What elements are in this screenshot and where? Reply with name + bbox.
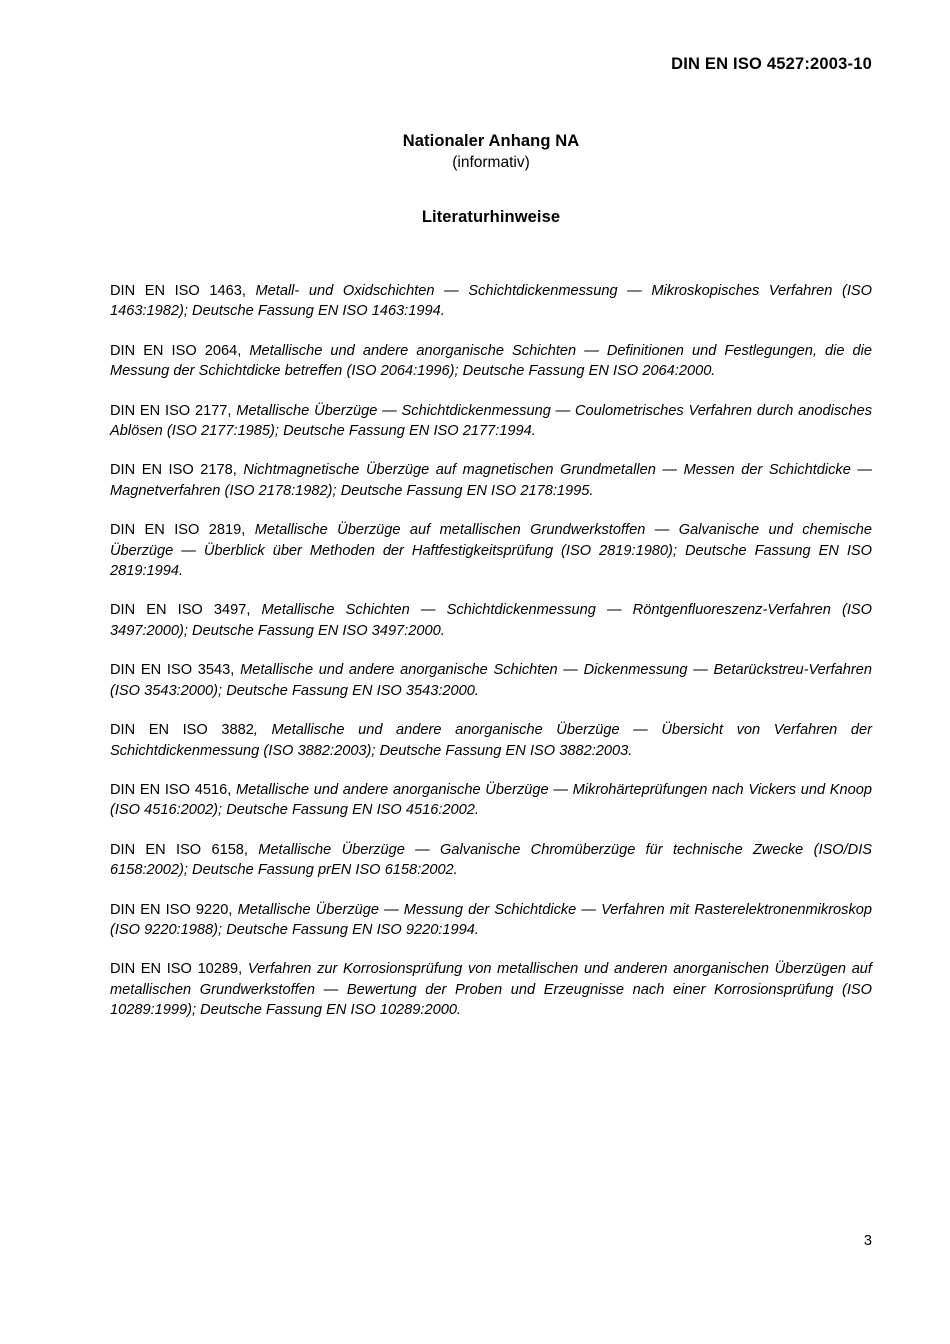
- reference-entry: [110, 720, 872, 761]
- reference-entry: [110, 600, 872, 641]
- reference-title: Metallische Überzüge — Schichtdickenmessung — Coulometrisches Verfahren durch anodisches Ablösen (ISO 2177:1985); Deutsche Fassung EN ISO 2177:1994.: [110, 402, 872, 440]
- reference-entry: [110, 520, 872, 581]
- reference-entry: [110, 780, 872, 821]
- reference-designation: DIN EN ISO 2177,: [110, 402, 237, 419]
- annex-title-block: [110, 131, 872, 228]
- running-header: DIN EN ISO 4527:2003-10: [671, 55, 872, 73]
- page-number: 3: [863, 1233, 872, 1249]
- reference-entry: [110, 660, 872, 701]
- reference-designation: DIN EN ISO 10289,: [110, 961, 248, 978]
- reference-designation: DIN EN ISO 3543,: [110, 662, 241, 679]
- annex-subtitle: (informativ): [452, 154, 530, 171]
- reference-title: Verfahren zur Korrosionsprüfung von metallischen und anderen anorganischen Überzügen auf metallischen Grundwerkstoffen — Bewertung der Proben und Erzeugnisse nach einer Korrosionsprüfung (ISO 10289:1999); Deutsche Fassung EN ISO 10289:2000.: [110, 961, 872, 1019]
- reference-entry: [110, 401, 872, 442]
- reference-designation: DIN EN ISO 4516,: [110, 781, 236, 798]
- reference-title: Metallische Überzüge — Galvanische Chromüberzüge für technische Zwecke (ISO/DIS 6158:2002); Deutsche Fassung prEN ISO 6158:2002.: [110, 841, 872, 879]
- reference-designation: DIN EN ISO 2819,: [110, 522, 255, 539]
- reference-entry: [110, 900, 872, 941]
- reference-entry: [110, 281, 872, 322]
- reference-designation: DIN EN ISO 1463,: [110, 283, 256, 299]
- section-title-literaturhinweise: Literaturhinweise: [421, 208, 561, 226]
- reference-entry: [110, 959, 872, 1020]
- reference-designation: DIN EN ISO 3497,: [110, 602, 262, 619]
- reference-title: Metallische und andere anorganische Schichten — Definitionen und Festlegungen, die die Messung der Schichtdicke betreffen (ISO 2064:1996); Deutsche Fassung EN ISO 2064:2000.: [110, 342, 872, 380]
- reference-title: Metallische und andere anorganische Überzüge — Mikrohärteprüfungen nach Vickers und Knoop (ISO 4516:2002); Deutsche Fassung EN ISO 4516:2002.: [110, 781, 872, 819]
- reference-title: Metallische Überzüge — Messung der Schichtdicke — Verfahren mit Rasterelektronenmikroskop (ISO 9220:1988); Deutsche Fassung EN ISO 9220:1994.: [110, 901, 872, 938]
- reference-entry: [110, 840, 872, 881]
- reference-entry: [110, 460, 872, 501]
- reference-title: Metallische Überzüge auf metallischen Grundwerkstoffen — Galvanische und chemische Überzüge — Überblick über Methoden der Haftfestigkeitsprüfung (ISO 2819:1980); Deutsche Fassung EN ISO 2819:1994.: [110, 522, 873, 580]
- reference-designation: DIN EN ISO 6158,: [110, 841, 259, 858]
- reference-entry: [110, 341, 872, 382]
- reference-designation: DIN EN ISO 3882: [110, 722, 254, 739]
- reference-title: Metallische und andere anorganische Schichten — Dickenmessung — Betarückstreu-Verfahren (ISO 3543:2000); Deutsche Fassung EN ISO 3543:2000.: [110, 662, 872, 699]
- reference-designation: DIN EN ISO 2064,: [110, 342, 250, 359]
- reference-title: , Metallische und andere anorganische Überzüge — Übersicht von Verfahren der Schichtdickenmessung (ISO 3882:2003); Deutsche Fassung EN ISO 3882:2003.: [110, 722, 872, 759]
- annex-title: Nationaler Anhang NA: [402, 132, 580, 150]
- reference-designation: DIN EN ISO 9220,: [110, 901, 238, 918]
- reference-designation: DIN EN ISO 2178,: [110, 462, 244, 479]
- reference-title: Metallische Schichten — Schichtdickenmessung — Röntgenfluoreszenz-Verfahren (ISO 3497:2000); Deutsche Fassung EN ISO 3497:2000.: [110, 602, 872, 639]
- reference-title: Nichtmagnetische Überzüge auf magnetischen Grundmetallen — Messen der Schichtdicke — Magnetverfahren (ISO 2178:1982); Deutsche Fassung EN ISO 2178:1995.: [110, 462, 873, 499]
- reference-list: [110, 281, 872, 1021]
- reference-title: Metall- und Oxidschichten — Schichtdickenmessung — Mikroskopisches Verfahren (ISO 1463:1982); Deutsche Fassung EN ISO 1463:1994.: [110, 283, 872, 320]
